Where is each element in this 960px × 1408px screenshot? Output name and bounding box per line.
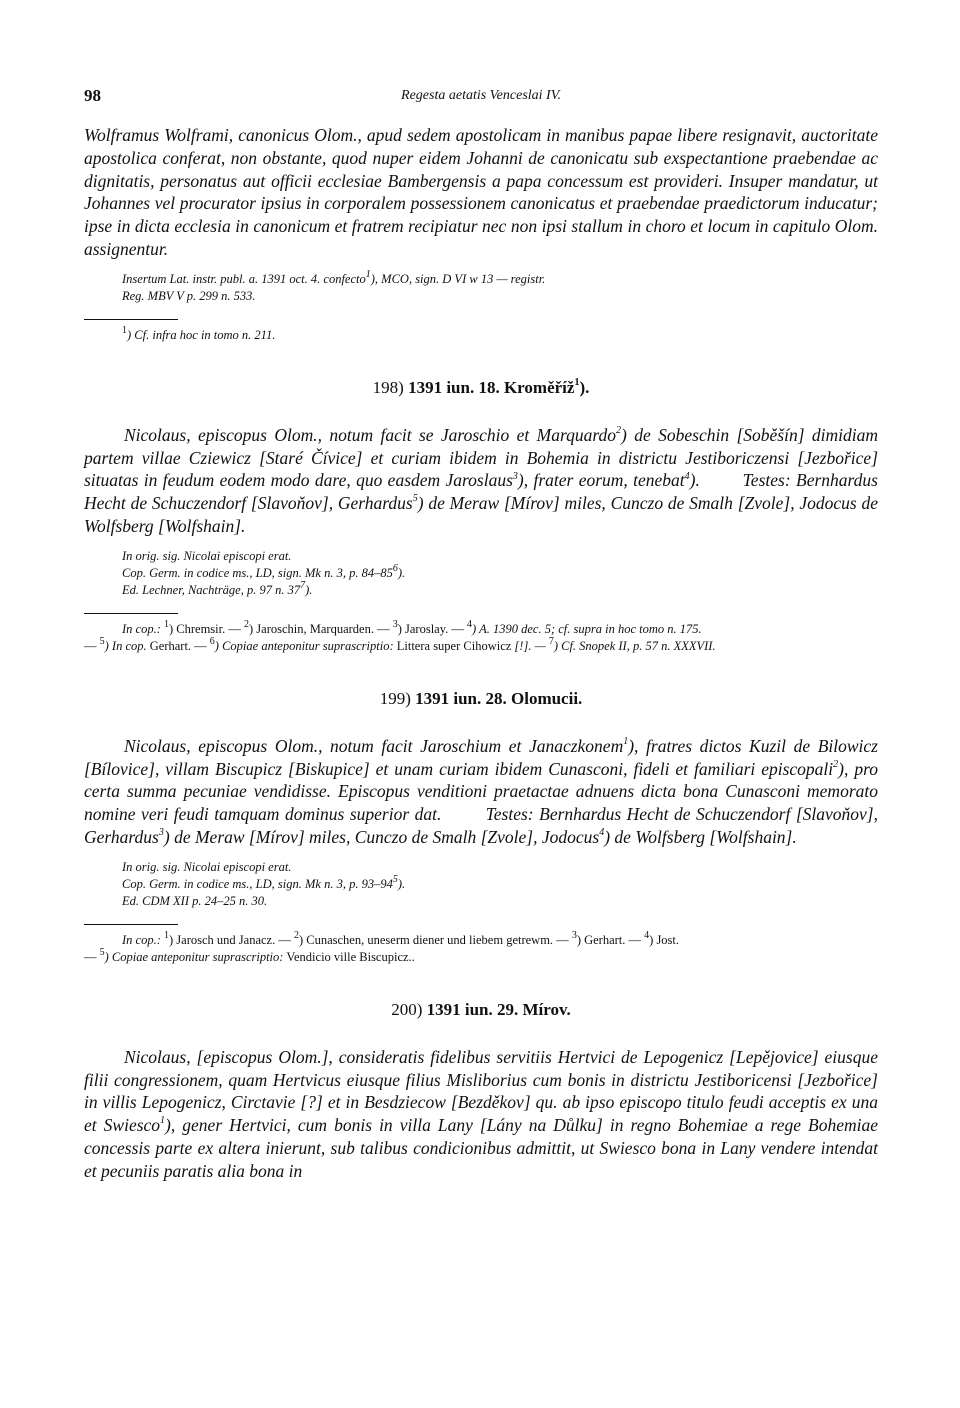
entry-number: 198) — [372, 377, 404, 397]
entry-number: 200) — [391, 999, 423, 1019]
page-number: 98 — [84, 86, 101, 105]
continued-entry-sources — [122, 268, 878, 305]
source-line: In orig. sig. Nicolai episcopi erat. — [122, 859, 292, 874]
source-line: Reg. MBV V p. 299 n. 533. — [122, 288, 256, 303]
entry-date: 1391 iun. 28. Olomucii. — [415, 688, 583, 708]
running-head: Regesta aetatis Venceslai IV. — [401, 88, 561, 103]
source-line: Cop. Germ. in codice ms., LD, sign. Mk n. 3, p. $93-94^5$). — [122, 873, 406, 891]
entry-heading — [84, 1000, 878, 1020]
entry-text: Nicolaus, [episcopus Olom.], consideratis fidelibus servitiis Hertvici de Lepogenicz [Lepějovice] eiusque filii congressionem, quam Hertvicus eiusque filius Misliborius cum bonis in districtu Jestiboricensi [Jezbořice] in villis Lepogenicz, Circtavie [?] et in Besdziecow [Bezděkov] qu. ab ipso episcopo titulo feudi acceptis ex una et Swiesco$^1$), gener Hertvici, cum bonis in villa Lany [Lány na Důlku] in regno Bohemiae a rege Bohemiae concessis parte ex altera inierunt, sub talibus condicionibus admittit, ut Swiesco bona in Lany vendere intendat et pecuniis paratis alia bona in — [84, 1046, 878, 1181]
entry-heading — [84, 378, 878, 398]
continued-entry-text: Wolframus Wolframi, canonicus Olom., apud sedem apostolicam in manibus papae libere resignavit, auctoritate apostolica conferat, non obstante, quod nuper eidem Johanni de canonicatu sub exspectantione praebendae ac dignitatis, personatus aut officii ecclesiae Bambergensis a papa concessum est provideri. Insuper mandatur, ut Johannes vel procurator ipsius in corporalem possessionem canonicatus et praebendae praedictorum inducatur; ipse in dicta ecclesia in canonicum et fratrem recipiatur nec non ipsi stallum in choro et locum in capitulo Olom. assignentur. — [84, 125, 878, 259]
footnotes: In cop.: $^1$) Chremsir. — $^2$) Jaroschin, Marquarden. — $^3$) Jaroslay. — $^4$) A. 1390 dec. 5; cf. supra in hoc tomo n. 175. — [122, 618, 702, 636]
footnotes: — $^5$) Copiae anteponitur suprascriptio: Vendicio ville Biscupicz.. — [84, 946, 415, 964]
footnote-rule — [84, 319, 178, 320]
entry-text: Nicolaus, episcopus Olom., notum facit se Jaroschio et Marquardo$^2$) de Sobeschin [Soběšín] dimidiam partem villae Cziewicz [Staré Čívice] et curiam ibidem in Bohemia in districtu Jestiboriczensi [Jezbořice] situatas in feudum eodem modo dare, quo easdem Jaroslaus$^3$), frater eorum, tenebat$^4$). Testes: Bernhardus Hecht de Schuczendorf [Slavoňov], Gerhardus$^5$) de Meraw [Mírov] miles, Cunczo de Smalh [Zvole], Jodocus de Wolfsberg [Wolfshain]. — [84, 424, 883, 536]
document-page — [84, 86, 883, 1183]
entry-date: 1391 iun. 18. Kroměříž$^1$). — [408, 377, 590, 397]
footnote-rule — [84, 924, 178, 925]
footnote-rule — [84, 613, 178, 614]
entry-text: Nicolaus, episcopus Olom., notum facit Jaroschium et Janaczkonem$^1$), fratres dictos Kuzil de Bilowicz [Bílovice], villam Biscupicz [Biskupice] et unam curiam ibidem Cunasconi, fideli et familiari episcopali$^2$), pro certa summa pecuniae vendidisse. Episcopus venditioni praetactae adnuens dicta bona Cunasconi memorato nomine veri feudi tamquam dominus superior dat. Testes: Bernhardus Hecht de Schuczendorf [Slavoňov], Gerhardus$^3$) de Meraw [Mírov] miles, Cunczo de Smalh [Zvole], Jodocus$^4$) de Wolfsberg [Wolfshain]. — [84, 735, 883, 847]
source-line: Ed. CDM XII p. 24–25 n. 30. — [122, 893, 268, 908]
source-line: In orig. sig. Nicolai episcopi erat. — [122, 548, 292, 563]
footnotes: — $^5$) In cop. Gerhart. — $^6$) Copiae anteponitur suprascriptio: Littera super Cihowicz [!]. — $^7$) Cf. Snopek II, p. 57 n. XXXVII. — [84, 635, 716, 653]
entry-sources — [122, 859, 878, 910]
source-line: Cop. Germ. in codice ms., LD, sign. Mk n. 3, p. $84-85^6$). — [122, 562, 406, 580]
entry-number: 199) — [379, 688, 411, 708]
footnote: $^1$) Cf. infra hoc in tomo n. 211. — [122, 324, 276, 342]
source-line: Ed. Lechner, Nachträge, p. 97 n. $37^7$). — [122, 579, 313, 597]
source-line: Insertum Lat. instr. publ. a. 1391 oct. 4. confecto$^1$), MCO, sign. D VI w 13 — registr. — [122, 268, 546, 286]
footnotes: In cop.: $^1$) Jarosch und Janacz. — $^2$) Cunaschen, uneserm diener und liebem getrewm. — $^3$) Gerhart. — $^4$) Jost. — [122, 929, 680, 947]
page-header — [84, 86, 878, 112]
entry-date: 1391 iun. 29. Mírov. — [426, 999, 571, 1019]
entry-heading — [84, 689, 878, 709]
entry-sources — [122, 548, 878, 599]
